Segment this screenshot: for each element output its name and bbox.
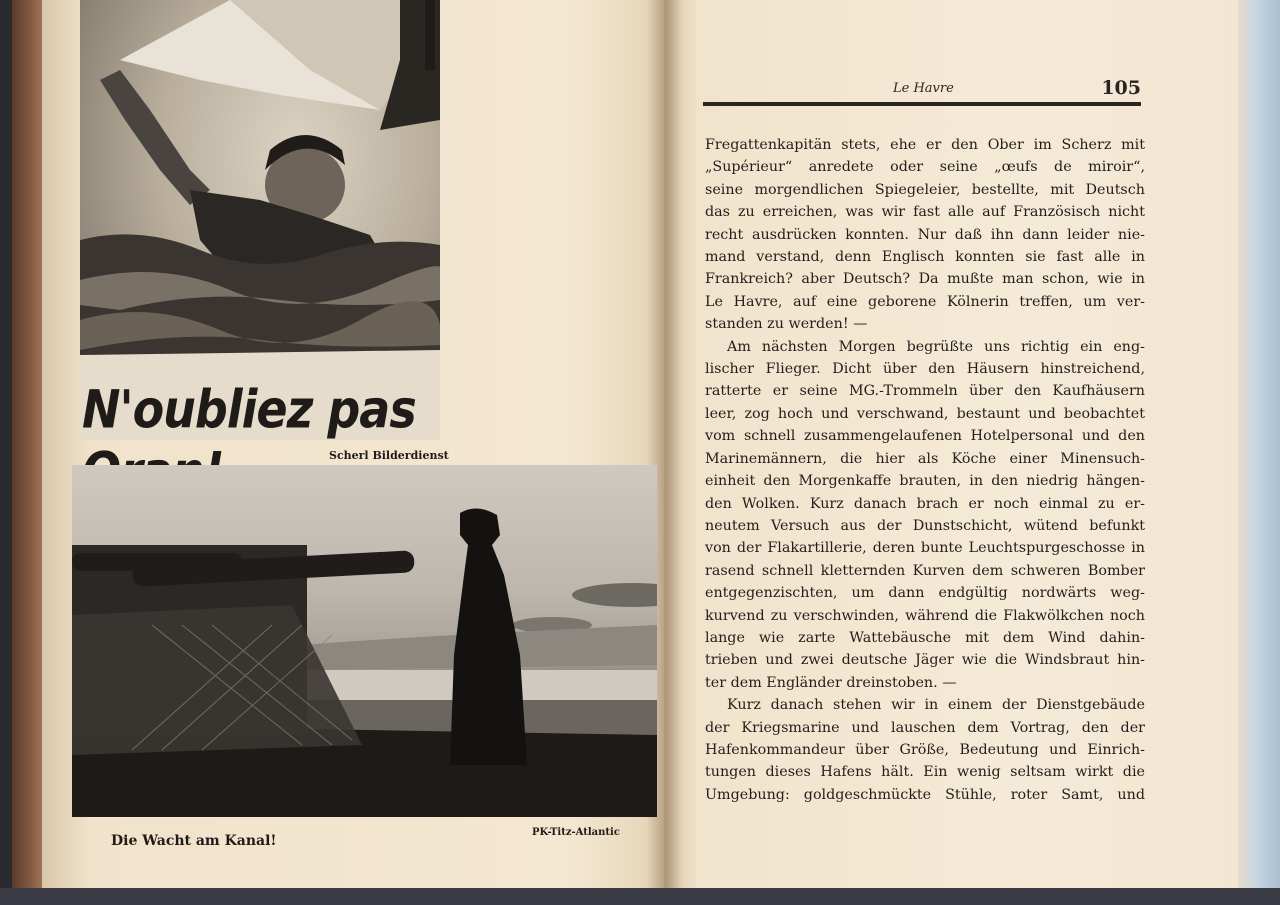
text-line: Marinemännern, die hier als Köche einer Minensuch- [705,450,1145,467]
text-line: kurvend zu verschwinden, während die Flakwölkchen noch [705,607,1145,624]
text-line: standen zu werden! — [705,316,868,333]
body-text [705,134,1145,806]
text-line: das zu erreichen, was wir fast alle auf Französisch nicht [705,204,1145,221]
text-line: den Wolken. Kurz danach brach er noch einmal zu er- [705,495,1145,512]
photo-credit: PK-Titz-Atlantic [532,827,620,838]
text-line: der Kriegsmarine und lauschen dem Vortrag, den der [705,719,1145,736]
text-line: tungen dieses Hafens hält. Ein wenig seltsam wirkt die [705,764,1145,781]
text-line: lange wie zarte Wattebäusche mit dem Wind dahin- [705,629,1145,646]
text-line: lischer Flieger. Dicht über den Häusern hinstreichend, [705,361,1145,378]
text-line: Le Havre, auf eine geborene Kölnerin treffen, um ver- [705,293,1145,310]
running-header [703,77,1141,106]
text-line: Kurz danach stehen wir in einem der Dienstgebäude [727,697,1145,714]
text-line: einheit den Morgenkaffe brauten, in den niedrig hängen- [705,473,1145,490]
text-line: von der Flakartillerie, deren bunte Leuchtspurgeschosse in [705,540,1145,557]
text-line: Umgebung: goldgeschmückte Stühle, roter Samt, und [705,786,1145,803]
text-line: trieben und zwei deutsche Jäger wie die Windsbraut hin- [705,652,1145,669]
text-line: „Supérieur“ anredete oder seine „œufs de miroir“, [705,159,1145,176]
poster-credit: Scherl Bilderdienst [329,449,449,462]
text-line: Frankreich? aber Deutsch? Da mußte man schon, wie in [705,271,1145,288]
table-surface [0,888,1280,905]
photo-caption: Die Wacht am Kanal! [111,833,277,849]
poster-photo [80,0,440,440]
text-line: Am nächsten Morgen begrüßte uns richtig ein eng- [727,338,1145,355]
text-line: neutem Versuch aus der Dunstschicht, wütend befunkt [705,517,1145,534]
drowning-sailor-poster-illustration [80,0,440,440]
text-line: Hafenkommandeur über Größe, Bedeutung und Einrich- [705,741,1145,758]
text-line: mand verstand, denn Englisch konnten sie fast alle in [705,249,1145,266]
running-head-title: Le Havre [893,81,954,96]
page-number: 105 [1101,77,1141,99]
text-line: rasend schnell kletternden Kurven dem schweren Bomber [705,562,1145,579]
text-line: recht ausdrücken konnten. Nur daß ihn dann leider nie- [705,226,1145,243]
sentry-and-gun-silhouette [72,465,657,817]
text-line: seine morgendlichen Spiegeleier, bestellte, mit Deutsch [705,181,1145,198]
text-line: vom schnell zusammengelaufenen Hotelpersonal und den [705,428,1145,445]
text-line: entgegenzischten, um dann endgültig nordwärts weg- [705,585,1145,602]
text-line: Fregattenkapitän stets, ehe er den Ober im Scherz mit [705,137,1145,153]
text-line: ter dem Engländer dreinstoben. — [705,674,957,691]
coastal-gun-photo [72,465,657,817]
text-line: ratterte er seine MG.-Trommeln über den Kaufhäusern [705,383,1145,400]
poster-slogan: N'oubliez pas [82,378,416,441]
text-line: leer, zog hoch und verschwand, bestaunt und beobachtet [705,405,1145,422]
book-cover-edge [1238,0,1280,905]
